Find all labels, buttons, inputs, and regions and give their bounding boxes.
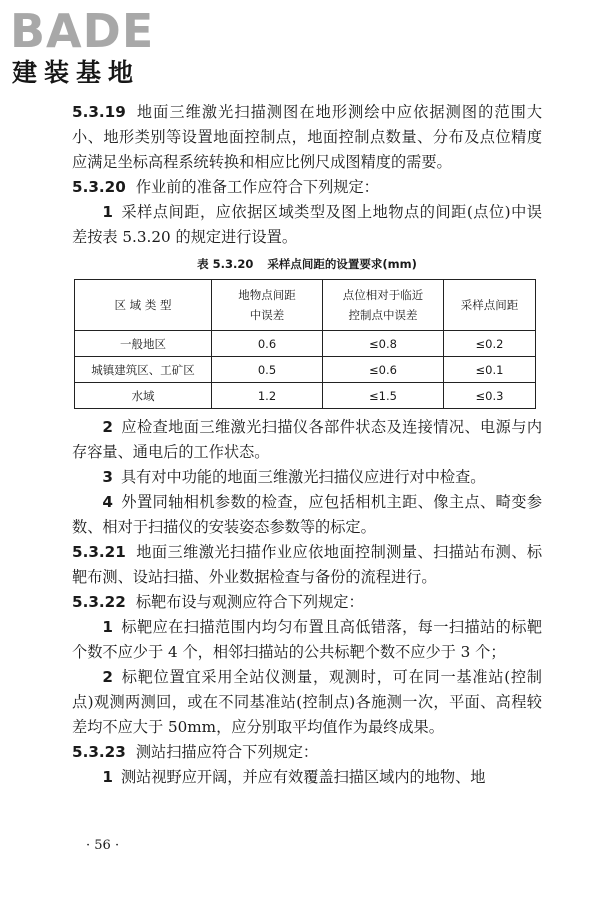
table-caption-title: 采样点间距的设置要求(mm) xyxy=(267,257,417,271)
clause-5-3-20-item-4 xyxy=(72,490,542,540)
header-region-type: 区 域 类 型 xyxy=(75,280,212,331)
item-text: 具有对中功能的地面三维激光扫描仪应进行对中检查。 xyxy=(120,468,486,486)
cell-sample-spacing: ≤0.2 xyxy=(444,331,536,357)
cell-sample-spacing: ≤0.3 xyxy=(444,383,536,409)
cell-point-error: ≤0.6 xyxy=(323,357,444,383)
logo-brand: BADE xyxy=(10,4,155,58)
item-text: 测站视野应开阔，并应有效覆盖扫描区域内的地物、地 xyxy=(120,768,486,786)
cell-spacing-error: 0.6 xyxy=(212,331,323,357)
clause-5-3-22-item-1 xyxy=(72,615,542,665)
table-row xyxy=(75,357,536,383)
clause-number: 5.3.21 xyxy=(72,543,126,561)
item-number: 3 xyxy=(102,468,113,486)
clause-number: 5.3.19 xyxy=(72,103,126,121)
item-number: 2 xyxy=(102,418,113,436)
clause-5-3-23-item-1 xyxy=(72,765,542,790)
clause-text: 测站扫描应符合下列规定： xyxy=(135,743,319,761)
header-point-error-line1: 点位相对于临近 xyxy=(342,288,424,302)
sampling-spacing-table xyxy=(74,279,536,409)
cell-region: 城镇建筑区、工矿区 xyxy=(75,357,212,383)
item-text: 标靶应在扫描范围内均匀布置且高低错落，每一扫描站的标靶个数不应少于 4 个，相邻扫描站的公共标靶个数不应少于 3 个； xyxy=(72,618,542,661)
clause-5-3-20-item-1 xyxy=(72,200,542,250)
header-spacing-error-line1: 地物点间距 xyxy=(238,288,296,302)
table-caption-number: 表 5.3.20 xyxy=(197,257,254,271)
table-row xyxy=(75,383,536,409)
item-number: 1 xyxy=(102,203,113,221)
clause-5-3-20 xyxy=(72,175,542,200)
clause-text: 地面三维激光扫描测图在地形测绘中应依据测图的范围大小、地形类别等设置地面控制点，地面控制点数量、分布及点位精度应满足坐标高程系统转换和相应比例尺成图精度的需要。 xyxy=(72,103,542,171)
header-spacing-error-line2: 中误差 xyxy=(249,308,285,322)
cell-region: 一般地区 xyxy=(75,331,212,357)
clause-text: 地面三维激光扫描作业应依地面控制测量、扫描站布测、标靶布测、设站扫描、外业数据检查与备份的流程进行。 xyxy=(72,543,542,586)
item-text: 标靶位置宜采用全站仪测量，观测时，可在同一基准站(控制点)观测两测回，或在不同基准站(控制点)各施测一次，平面、高程较差均不应大于 50mm，应分别取平均值作为最终成果。 xyxy=(72,668,542,736)
clause-number: 5.3.23 xyxy=(72,743,126,761)
logo-subtitle: 建装基地 xyxy=(12,58,141,87)
cell-point-error: ≤0.8 xyxy=(323,331,444,357)
clause-5-3-22 xyxy=(72,590,542,615)
clause-text: 作业前的准备工作应符合下列规定： xyxy=(135,178,379,196)
clause-number: 5.3.20 xyxy=(72,178,126,196)
item-number: 4 xyxy=(102,493,113,511)
item-number: 1 xyxy=(102,618,113,636)
bade-logo xyxy=(10,6,154,88)
cell-spacing-error: 0.5 xyxy=(212,357,323,383)
item-number: 2 xyxy=(102,668,113,686)
clause-number: 5.3.22 xyxy=(72,593,126,611)
item-text: 外置同轴相机参数的检查，应包括相机主距、像主点、畸变参数、相对于扫描仪的安装姿态参数等的标定。 xyxy=(72,493,542,536)
page-number: · 56 · xyxy=(86,838,120,853)
header-point-error xyxy=(323,280,444,331)
table-caption xyxy=(72,251,542,277)
clause-5-3-22-item-2 xyxy=(72,665,542,740)
document-body xyxy=(72,100,542,790)
table-row xyxy=(75,331,536,357)
header-sample-spacing: 采样点间距 xyxy=(444,280,536,331)
header-point-error-line2: 控制点中误差 xyxy=(348,308,418,322)
item-number: 1 xyxy=(102,768,113,786)
cell-region: 水域 xyxy=(75,383,212,409)
clause-text: 标靶布设与观测应符合下列规定： xyxy=(135,593,364,611)
cell-sample-spacing: ≤0.1 xyxy=(444,357,536,383)
table-header-row xyxy=(75,280,536,331)
clause-5-3-23 xyxy=(72,740,542,765)
item-text: 采样点间距，应依据区域类型及图上地物点的间距(点位)中误差按表 5.3.20 的规定进行设置。 xyxy=(72,203,542,246)
cell-point-error: ≤1.5 xyxy=(323,383,444,409)
item-text: 应检查地面三维激光扫描仪各部件状态及连接情况、电源与内存容量、通电后的工作状态。 xyxy=(72,418,542,461)
header-spacing-error xyxy=(212,280,323,331)
clause-5-3-20-item-3 xyxy=(72,465,542,490)
clause-5-3-20-item-2 xyxy=(72,415,542,465)
clause-5-3-21 xyxy=(72,540,542,590)
clause-5-3-19 xyxy=(72,100,542,175)
cell-spacing-error: 1.2 xyxy=(212,383,323,409)
